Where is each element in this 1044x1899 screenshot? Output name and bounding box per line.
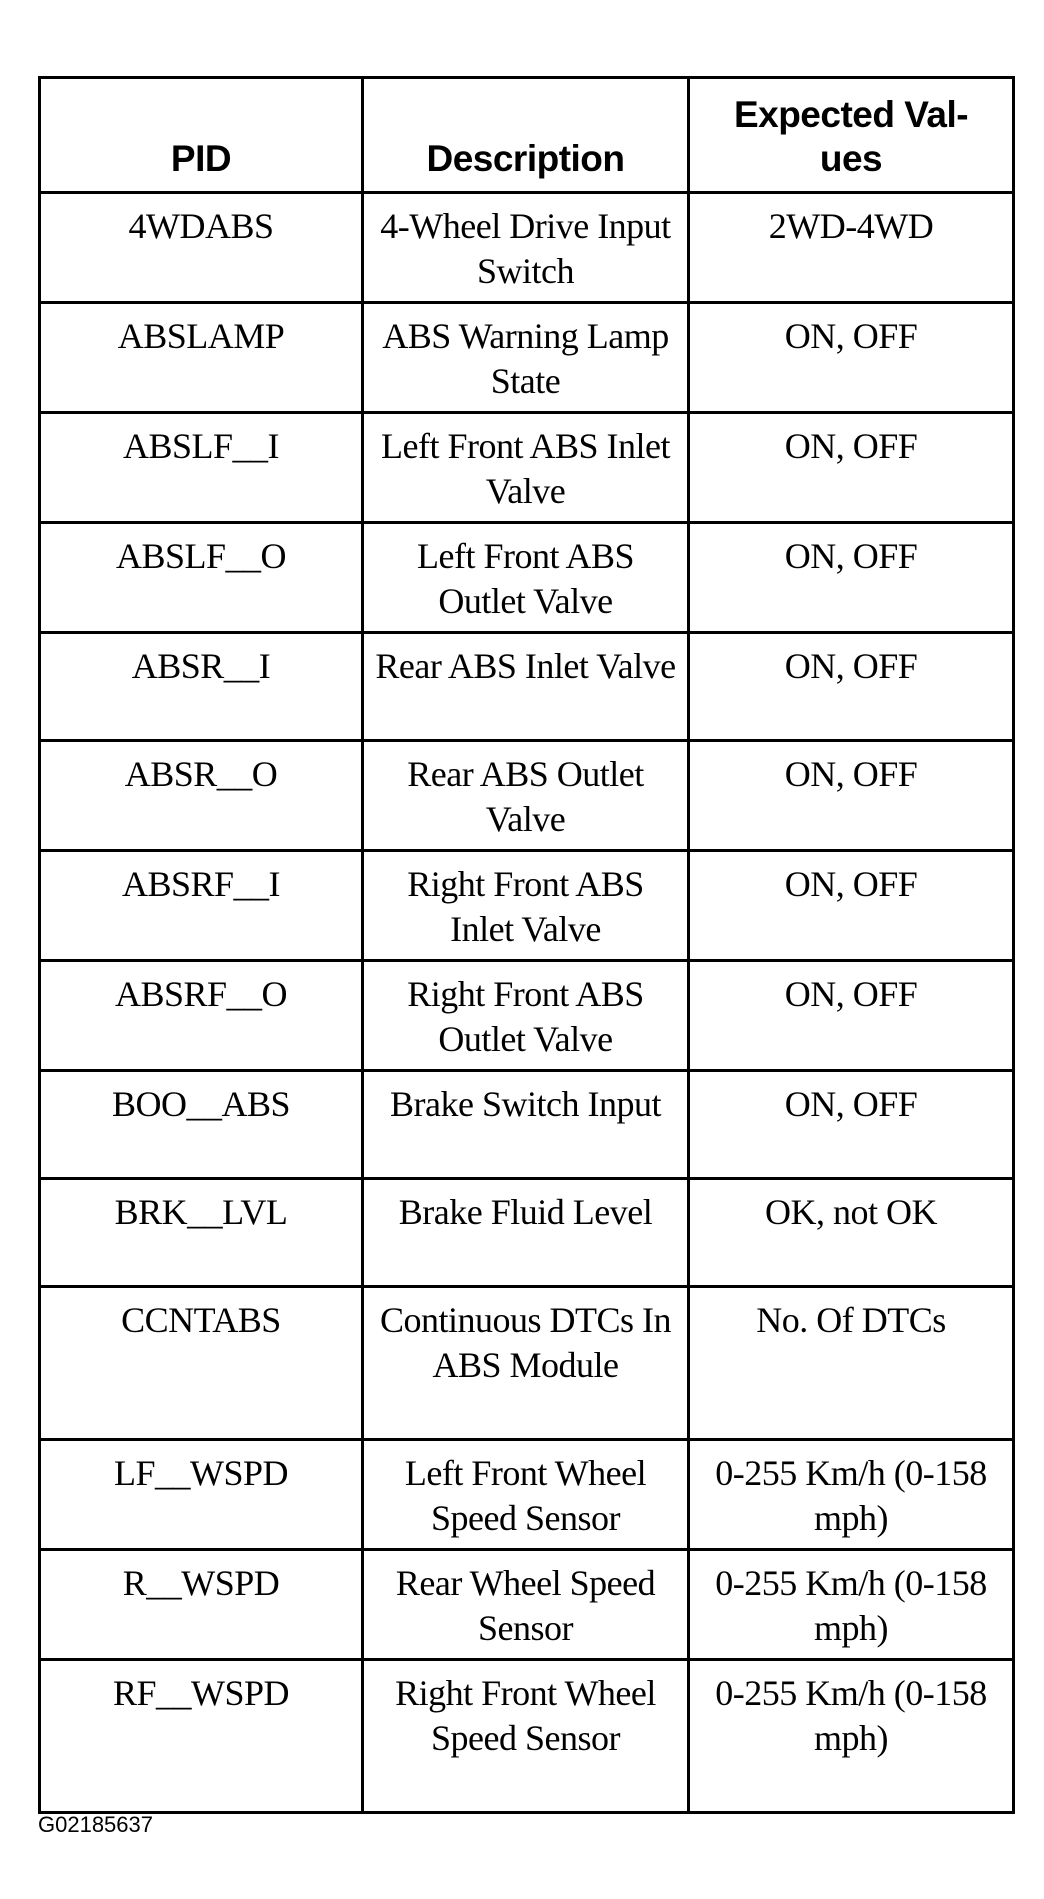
- expected-values-cell: 2WD-4WD: [689, 193, 1014, 303]
- expected-values-cell: 0-255 Km/h (0-158 mph): [689, 1550, 1014, 1660]
- description-cell: Continuous DTCs In ABS Module: [363, 1287, 689, 1440]
- header-expected-values: Expected Val- ues: [689, 78, 1014, 193]
- pid-cell: ABSRF__O: [40, 961, 363, 1071]
- table-row: [40, 851, 1014, 961]
- pid-cell: BOO__ABS: [40, 1071, 363, 1179]
- table-row: [40, 961, 1014, 1071]
- table-row: [40, 741, 1014, 851]
- table-row: [40, 1179, 1014, 1287]
- expected-values-cell: ON, OFF: [689, 523, 1014, 633]
- expected-values-cell: No. Of DTCs: [689, 1287, 1014, 1440]
- table-row: [40, 1440, 1014, 1550]
- header-pid: PID: [40, 78, 363, 193]
- table-row: [40, 1071, 1014, 1179]
- pid-cell: RF__WSPD: [40, 1660, 363, 1813]
- figure-id-caption: G02185637: [38, 1812, 153, 1837]
- header-description: Description: [363, 78, 689, 193]
- table-row: [40, 523, 1014, 633]
- expected-values-cell: OK, not OK: [689, 1179, 1014, 1287]
- pid-cell: CCNTABS: [40, 1287, 363, 1440]
- pid-cell: LF__WSPD: [40, 1440, 363, 1550]
- expected-values-cell: ON, OFF: [689, 851, 1014, 961]
- pid-cell: BRK__LVL: [40, 1179, 363, 1287]
- expected-values-cell: ON, OFF: [689, 303, 1014, 413]
- table-row: [40, 1550, 1014, 1660]
- pid-cell: ABSLF__O: [40, 523, 363, 633]
- pid-cell: 4WDABS: [40, 193, 363, 303]
- pid-cell: ABSR__I: [40, 633, 363, 741]
- description-cell: Left Front ABS Outlet Valve: [363, 523, 689, 633]
- description-cell: Rear ABS Outlet Valve: [363, 741, 689, 851]
- description-cell: Brake Fluid Level: [363, 1179, 689, 1287]
- pid-cell: ABSLF__I: [40, 413, 363, 523]
- table-row: [40, 1660, 1014, 1813]
- pid-cell: ABSRF__I: [40, 851, 363, 961]
- description-cell: Right Front Wheel Speed Sensor: [363, 1660, 689, 1813]
- expected-values-cell: ON, OFF: [689, 961, 1014, 1071]
- description-cell: Left Front ABS Inlet Valve: [363, 413, 689, 523]
- pid-cell: ABSLAMP: [40, 303, 363, 413]
- pid-table: [38, 76, 1015, 1814]
- table-row: [40, 303, 1014, 413]
- description-cell: Rear ABS Inlet Valve: [363, 633, 689, 741]
- expected-values-cell: 0-255 Km/h (0-158 mph): [689, 1660, 1014, 1813]
- pid-table-container: [38, 76, 1012, 1814]
- table-row: [40, 1287, 1014, 1440]
- description-cell: Right Front ABS Outlet Valve: [363, 961, 689, 1071]
- table-header-row: [40, 78, 1014, 193]
- table-row: [40, 413, 1014, 523]
- table-row: [40, 193, 1014, 303]
- description-cell: Brake Switch Input: [363, 1071, 689, 1179]
- expected-values-cell: 0-255 Km/h (0-158 mph): [689, 1440, 1014, 1550]
- expected-values-cell: ON, OFF: [689, 633, 1014, 741]
- pid-cell: R__WSPD: [40, 1550, 363, 1660]
- description-cell: 4-Wheel Drive Input Switch: [363, 193, 689, 303]
- description-cell: Rear Wheel Speed Sensor: [363, 1550, 689, 1660]
- expected-values-cell: ON, OFF: [689, 1071, 1014, 1179]
- expected-values-cell: ON, OFF: [689, 741, 1014, 851]
- table-row: [40, 633, 1014, 741]
- description-cell: Left Front Wheel Speed Sensor: [363, 1440, 689, 1550]
- description-cell: ABS Warning Lamp State: [363, 303, 689, 413]
- description-cell: Right Front ABS Inlet Valve: [363, 851, 689, 961]
- pid-cell: ABSR__O: [40, 741, 363, 851]
- expected-values-cell: ON, OFF: [689, 413, 1014, 523]
